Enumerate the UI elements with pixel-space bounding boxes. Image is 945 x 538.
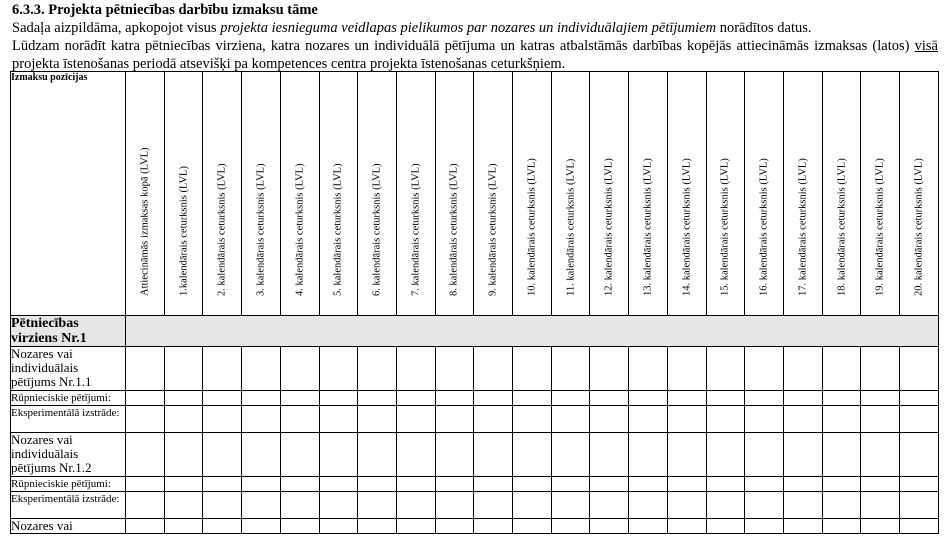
amount-cell[interactable] (164, 492, 203, 519)
column-header (629, 72, 668, 316)
amount-cell[interactable] (667, 433, 706, 477)
amount-cell[interactable] (861, 347, 900, 391)
amount-cell[interactable] (474, 433, 513, 477)
amount-cell[interactable] (822, 347, 861, 391)
amount-cell[interactable] (513, 347, 552, 391)
amount-cell[interactable] (551, 406, 590, 433)
column-header-label: 18. kalendārais ceturksnis (LVL) (836, 158, 847, 296)
column-header-label: 13. kalendārais ceturksnis (LVL) (642, 158, 654, 296)
column-header-label: 11. kalendārais ceturksnis (LVL) (565, 158, 577, 296)
table-row (11, 347, 939, 391)
amount-cell[interactable] (783, 406, 822, 433)
amount-cell[interactable] (358, 492, 397, 519)
intro-italic-text: projekta iesnieguma veidlapas pielikumos par nozares un individuālajiem pētījumiem (220, 20, 717, 36)
amount-cell[interactable] (435, 519, 474, 534)
instruction-text-1: Lūdzam norādīt katra pētniecības virziena, katra nozares un individuālā pētījuma un katras atbalstāmās darbības kopējās attiecināmās izmaksas (latos) (12, 38, 915, 54)
column-header-label: 10. kalendārais ceturksnis (LVL) (526, 158, 538, 296)
column-header-label: 7. kalendārais ceturksnis (LVL) (410, 163, 422, 296)
amount-cell[interactable] (319, 492, 358, 519)
amount-cell[interactable] (706, 519, 745, 534)
column-header (667, 72, 706, 316)
amount-cell[interactable] (396, 477, 435, 492)
column-header-label: 4. kalendārais ceturksnis (LVL) (294, 163, 306, 296)
amount-cell[interactable] (629, 433, 668, 477)
amount-cell[interactable] (667, 406, 706, 433)
amount-cell[interactable] (126, 492, 165, 519)
amount-cell[interactable] (745, 406, 784, 433)
amount-cell[interactable] (706, 477, 745, 492)
header-row (11, 72, 939, 316)
cost-estimate-table (10, 71, 939, 534)
column-header (551, 72, 590, 316)
amount-cell[interactable] (629, 406, 668, 433)
column-header-label: 5. kalendārais ceturksnis (LVL) (332, 163, 344, 296)
column-header-label: 14. kalendārais ceturksnis (LVL) (681, 158, 693, 296)
amount-cell[interactable] (242, 433, 281, 477)
amount-cell[interactable] (551, 433, 590, 477)
column-header-label: 1.kalendārais ceturksnis (LVL) (178, 166, 190, 296)
amount-cell[interactable] (900, 406, 939, 433)
amount-cell[interactable] (203, 492, 242, 519)
column-header (900, 72, 939, 316)
amount-cell[interactable] (745, 433, 784, 477)
amount-cell[interactable] (551, 477, 590, 492)
amount-cell[interactable] (900, 347, 939, 391)
amount-cell[interactable] (861, 477, 900, 492)
amount-cell[interactable] (126, 347, 165, 391)
amount-cell[interactable] (435, 477, 474, 492)
amount-cell[interactable] (396, 433, 435, 477)
amount-cell[interactable] (861, 519, 900, 534)
column-header-label: 8. kalendārais ceturksnis (LVL) (448, 163, 460, 296)
amount-cell[interactable] (551, 492, 590, 519)
amount-cell[interactable] (474, 492, 513, 519)
amount-cell[interactable] (203, 477, 242, 492)
table-row (11, 477, 939, 492)
amount-cell[interactable] (900, 492, 939, 519)
amount-cell[interactable] (551, 391, 590, 406)
amount-cell[interactable] (822, 406, 861, 433)
amount-cell[interactable] (126, 433, 165, 477)
amount-cell[interactable] (280, 433, 319, 477)
amount-cell[interactable] (667, 492, 706, 519)
amount-cell[interactable] (435, 406, 474, 433)
amount-cell[interactable] (242, 492, 281, 519)
amount-cell[interactable] (164, 391, 203, 406)
amount-cell[interactable] (280, 347, 319, 391)
amount-cell[interactable] (783, 347, 822, 391)
amount-cell[interactable] (667, 519, 706, 534)
column-header (513, 72, 552, 316)
amount-cell[interactable] (900, 391, 939, 406)
amount-cell[interactable] (900, 477, 939, 492)
table-row (11, 316, 939, 347)
amount-cell[interactable] (396, 406, 435, 433)
instruction-text-2: projekta īstenošanas periodā atsevišķi pa kompetences centra projekta īstenošanas ceturkšņiem. (12, 56, 566, 72)
amount-cell[interactable] (203, 519, 242, 534)
column-header (706, 72, 745, 316)
column-header (203, 72, 242, 316)
amount-cell[interactable] (126, 477, 165, 492)
research-direction-label: Pētniecības virziens Nr.1 (11, 316, 126, 347)
column-header-label: 2. kalendārais ceturksnis (LVL) (216, 163, 228, 296)
amount-cell[interactable] (280, 391, 319, 406)
amount-cell[interactable] (629, 477, 668, 492)
amount-cell[interactable] (435, 347, 474, 391)
amount-cell[interactable] (396, 347, 435, 391)
amount-cell[interactable] (203, 391, 242, 406)
amount-cell[interactable] (319, 433, 358, 477)
row-label: Nozares vai individuālais pētījums Nr.1.1 (11, 347, 126, 391)
amount-cell[interactable] (164, 406, 203, 433)
column-header-label: 20. kalendārais ceturksnis (LVL) (913, 158, 925, 296)
amount-cell[interactable] (126, 519, 165, 534)
instruction-underlined-text: visā (914, 38, 938, 54)
amount-cell[interactable] (319, 477, 358, 492)
amount-cell[interactable] (706, 433, 745, 477)
column-header (783, 72, 822, 316)
amount-cell[interactable] (242, 391, 281, 406)
amount-cell[interactable] (590, 391, 629, 406)
table-row (11, 406, 939, 433)
amount-cell[interactable] (513, 433, 552, 477)
amount-cell[interactable] (745, 477, 784, 492)
amount-cell[interactable] (590, 519, 629, 534)
amount-cell[interactable] (900, 433, 939, 477)
column-header-label: Attiecināmās izmaksas kopā (LVL) (139, 147, 151, 296)
amount-cell[interactable] (242, 477, 281, 492)
amount-cell[interactable] (822, 477, 861, 492)
amount-cell[interactable] (513, 391, 552, 406)
amount-cell[interactable] (396, 492, 435, 519)
amount-cell[interactable] (822, 433, 861, 477)
table-row (11, 433, 939, 477)
column-header-label: 9. kalendārais ceturksnis (LVL) (487, 163, 499, 296)
column-header-label: 15. kalendārais ceturksnis (LVL) (719, 158, 731, 296)
amount-cell[interactable] (242, 347, 281, 391)
amount-cell[interactable] (513, 406, 552, 433)
amount-cell[interactable] (358, 477, 397, 492)
amount-cell[interactable] (551, 347, 590, 391)
row-label: Eksperimentālā izstrāde: (11, 406, 126, 433)
amount-cell[interactable] (783, 492, 822, 519)
amount-cell[interactable] (590, 492, 629, 519)
amount-cell[interactable] (435, 391, 474, 406)
amount-cell[interactable] (590, 347, 629, 391)
column-header (396, 72, 435, 316)
column-header-label: 16. kalendārais ceturksnis (LVL) (758, 158, 770, 296)
amount-cell[interactable] (629, 347, 668, 391)
amount-cell[interactable] (280, 492, 319, 519)
column-header (590, 72, 629, 316)
amount-cell[interactable] (783, 519, 822, 534)
amount-cell[interactable] (474, 519, 513, 534)
amount-cell[interactable] (164, 433, 203, 477)
column-header (822, 72, 861, 316)
amount-cell[interactable] (203, 406, 242, 433)
column-header-label: 19. kalendārais ceturksnis (LVL) (874, 158, 886, 296)
table-row (11, 492, 939, 519)
intro-text-1: Sadaļa aizpildāma, apkopojot visus (12, 20, 221, 36)
amount-cell[interactable] (319, 519, 358, 534)
amount-cell[interactable] (513, 477, 552, 492)
amount-cell[interactable] (474, 391, 513, 406)
intro-text-2: norādītos datus. (716, 20, 812, 36)
amount-cell[interactable] (319, 406, 358, 433)
column-header (861, 72, 900, 316)
row-label: Eksperimentālā izstrāde: (11, 492, 126, 519)
amount-cell[interactable] (590, 406, 629, 433)
amount-cell[interactable] (861, 391, 900, 406)
amount-cell[interactable] (164, 347, 203, 391)
amount-cell[interactable] (706, 391, 745, 406)
amount-cell[interactable] (474, 406, 513, 433)
amount-cell[interactable] (396, 519, 435, 534)
amount-cell[interactable] (280, 477, 319, 492)
amount-cell[interactable] (203, 433, 242, 477)
amount-cell[interactable] (396, 391, 435, 406)
column-header (126, 72, 165, 316)
amount-cell[interactable] (435, 492, 474, 519)
column-header (435, 72, 474, 316)
column-header-label: 3. kalendārais ceturksnis (LVL) (255, 163, 267, 296)
amount-cell[interactable] (242, 406, 281, 433)
amount-cell[interactable] (745, 492, 784, 519)
amount-cell[interactable] (513, 492, 552, 519)
position-header: Izmaksu pozīcijas (11, 72, 126, 316)
amount-cell[interactable] (474, 477, 513, 492)
amount-cell[interactable] (822, 492, 861, 519)
row-label: Rūpnieciskie pētījumi: (11, 477, 126, 492)
amount-cell[interactable] (706, 492, 745, 519)
row-label: Nozares vai (11, 519, 126, 534)
section-heading: 6.3.3. Projekta pētniecības darbību izmaksu tāme (12, 2, 318, 18)
amount-cell[interactable] (551, 519, 590, 534)
amount-cell[interactable] (319, 347, 358, 391)
amount-cell[interactable] (706, 347, 745, 391)
amount-cell[interactable] (783, 477, 822, 492)
amount-cell[interactable] (590, 477, 629, 492)
amount-cell[interactable] (706, 406, 745, 433)
amount-cell[interactable] (861, 433, 900, 477)
column-header-label: 12. kalendārais ceturksnis (LVL) (603, 158, 615, 296)
column-header (242, 72, 281, 316)
amount-cell[interactable] (358, 519, 397, 534)
amount-cell[interactable] (126, 391, 165, 406)
row-label: Rūpnieciskie pētījumi: (11, 391, 126, 406)
amount-cell[interactable] (861, 492, 900, 519)
amount-cell[interactable] (629, 519, 668, 534)
amount-cell[interactable] (745, 519, 784, 534)
amount-cell[interactable] (629, 391, 668, 406)
amount-cell[interactable] (861, 406, 900, 433)
research-direction-band (126, 316, 939, 347)
amount-cell[interactable] (783, 433, 822, 477)
amount-cell[interactable] (164, 477, 203, 492)
table-row (11, 519, 939, 534)
amount-cell[interactable] (667, 347, 706, 391)
column-header (280, 72, 319, 316)
column-header (319, 72, 358, 316)
amount-cell[interactable] (900, 519, 939, 534)
amount-cell[interactable] (358, 406, 397, 433)
intro-paragraph (12, 19, 938, 37)
amount-cell[interactable] (745, 347, 784, 391)
amount-cell[interactable] (164, 519, 203, 534)
amount-cell[interactable] (822, 519, 861, 534)
amount-cell[interactable] (242, 519, 281, 534)
row-label: Nozares vai individuālais pētījums Nr.1.2 (11, 433, 126, 477)
column-header (358, 72, 397, 316)
amount-cell[interactable] (280, 519, 319, 534)
amount-cell[interactable] (667, 391, 706, 406)
amount-cell[interactable] (358, 347, 397, 391)
table-row (11, 391, 939, 406)
column-header (474, 72, 513, 316)
amount-cell[interactable] (745, 391, 784, 406)
amount-cell[interactable] (513, 519, 552, 534)
amount-cell[interactable] (629, 492, 668, 519)
instruction-paragraph (12, 37, 938, 73)
column-header (164, 72, 203, 316)
amount-cell[interactable] (667, 477, 706, 492)
amount-cell[interactable] (474, 347, 513, 391)
amount-cell[interactable] (126, 406, 165, 433)
amount-cell[interactable] (822, 391, 861, 406)
amount-cell[interactable] (358, 433, 397, 477)
column-header (745, 72, 784, 316)
column-header-label: 17. kalendārais ceturksnis (LVL) (797, 158, 809, 296)
amount-cell[interactable] (280, 406, 319, 433)
column-header-label: 6. kalendārais ceturksnis (LVL) (371, 163, 383, 296)
amount-cell[interactable] (319, 391, 358, 406)
amount-cell[interactable] (203, 347, 242, 391)
amount-cell[interactable] (358, 391, 397, 406)
amount-cell[interactable] (783, 391, 822, 406)
amount-cell[interactable] (435, 433, 474, 477)
amount-cell[interactable] (590, 433, 629, 477)
